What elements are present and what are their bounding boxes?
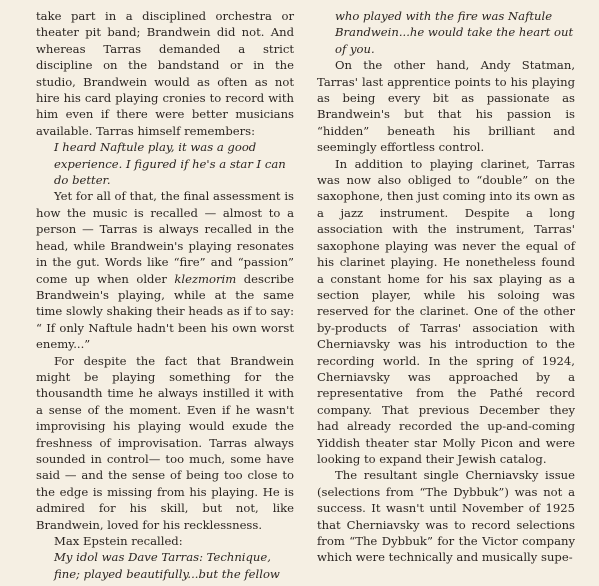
block-quote: My idol was Dave Tarras: Technique, fine; played beautifully...but the fellow — [54, 550, 280, 581]
block-quote: I heard Naftule play, it was a good experience. I figured if he's a star I can do better. — [54, 140, 286, 188]
paragraph: The resultant single Cherniavsky issue (selections from “The Dybbuk”) was not a success. It wasn't until November of 1925 that Cherniavsky was to record selections from “The Dybbuk” for the Victor company which were technically and musically supe- — [317, 468, 575, 565]
block-quote-continued: who played with the fire was Naftule Brandwein...he would take the heart out of you. — [335, 9, 574, 56]
emphasized-term: klezmorim — [174, 271, 237, 286]
paragraph-text: describe Brandwein's playing, while at the same time slowly shaking their heads as if to say: “ If only Naftule hadn't been his own worst enemy...” — [36, 271, 295, 352]
right-column — [317, 8, 575, 566]
paragraph — [36, 188, 294, 352]
paragraph: On the other hand, Andy Statman, Tarras' last apprentice points to his playing as being every bit as passionate as Brandwein's but that his passion is “hidden” beneath his brilliant and seemingly effortless control. — [317, 58, 575, 155]
quote-attribution: Max Epstein recalled: — [54, 534, 183, 548]
paragraph: In addition to playing clarinet, Tarras was now also obliged to “double” on the saxophone, then just coming into its own as a jazz instrument. Despite a long association with the instrument, Tarras' saxophone playing was never the equal of his clarinet playing. He nonetheless found a constant home for his sax playing as a section player, while his soloing was reserved for the clarinet. One of the other by-products of Tarras' association with Cherniavsky was his introduction to the recording world. In the spring of 1924, Cherniavsky was approached by a representative from the Pathé record company. That previous December they had already recorded the up-and-coming Yiddish theater star Molly Picon and were looking to expand their Jewish catalog. — [317, 156, 575, 466]
paragraph-text: Yet for all of that, the final assessment is how the music is recalled — almost to a person — Tarras is always recalled in the head, while Brandwein's playing resonates in the gut. Words like “fire” and “passion” come up when older — [36, 189, 294, 286]
paragraph: take part in a disciplined orchestra or theater pit band; Brandwein did not. And whereas Tarras demanded a strict discipline on the bandstand or in the studio, Brandwein would as often as not hire his card playing cronies to record with him even if there were better musicians available. Tarras himself remembers: — [36, 9, 294, 138]
paragraph: For despite the fact that Brandwein might be playing something for the thousandth time he always instilled it with a sense of the moment. Even if he wasn't improvising his playing would exude the freshness of improvisation. Tarras always sounded in control— too much, some have said — and the sense of being too close to the edge is missing from his playing. He is admired for his skill, but not, like Brandwein, loved for his recklessness. — [36, 353, 294, 532]
left-column — [36, 8, 294, 582]
